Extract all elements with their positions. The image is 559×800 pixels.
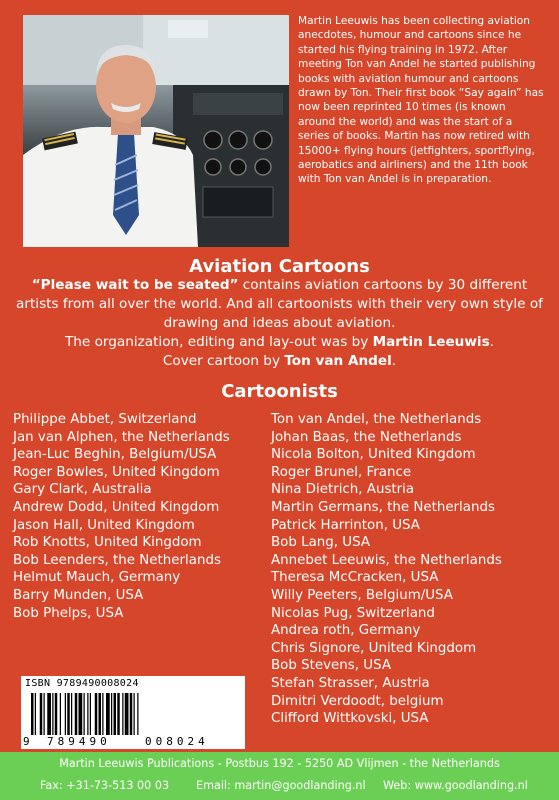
- editor-name: Martin Leeuwis: [372, 334, 490, 350]
- cartoonist-item: Roger Bowles, United Kingdom: [13, 464, 220, 480]
- cartoonist-list-left: [13, 411, 230, 622]
- cover-credit-prefix: Cover cartoon by: [162, 353, 285, 369]
- description-paragraph: [10, 276, 549, 333]
- barcode-bar: [117, 693, 120, 735]
- barcode-bar: [122, 693, 123, 735]
- cartoonist-item: Nicolas Pug, Switzerland: [271, 605, 435, 621]
- barcode-bar: [95, 693, 98, 735]
- barcode-bar: [130, 693, 133, 735]
- cartoonist-item: Bob Phelps, USA: [13, 605, 124, 621]
- barcode-bar: [102, 693, 103, 735]
- cartoonist-item: Gary Clark, Australia: [13, 482, 152, 498]
- cartoonist-item: Martin Germans, the Netherlands: [271, 499, 495, 515]
- barcode-bar: [52, 693, 53, 735]
- barcode-bar: [87, 693, 88, 735]
- isbn-label: ISBN 9789490008024: [25, 678, 139, 689]
- section-title-cartoonists: Cartoonists: [221, 381, 338, 402]
- footer: [0, 752, 559, 800]
- cartoonist-item: Jason Hall, United Kingdom: [13, 517, 195, 533]
- cover-artist-name: Ton van Andel: [284, 353, 392, 369]
- ean-digits-group-1: 789490: [47, 735, 111, 748]
- cartoonist-item: Andrea roth, Germany: [271, 623, 421, 639]
- cartoonist-item: Helmut Mauch, Germany: [13, 570, 181, 586]
- cartoonist-item: Jan van Alphen, the Netherlands: [13, 429, 230, 445]
- description-text: contains aviation cartoons by 30 different artists from all over the world. And all cartoonists with their very own style of drawing and ideas about aviation.: [16, 277, 543, 331]
- cover-credit: [10, 352, 549, 371]
- cartoonist-item: Nina Dietrich, Austria: [271, 482, 415, 498]
- barcode-bar: [35, 693, 36, 735]
- cartoonist-item: Andrew Dodd, United Kingdom: [13, 499, 220, 515]
- barcode-bar: [55, 693, 58, 735]
- cartoonist-item: Rob Knotts, United Kingdom: [13, 535, 202, 551]
- section-title-aviation-cartoons: Aviation Cartoons: [189, 256, 370, 277]
- cartoonist-item: Chris Signore, United Kingdom: [271, 640, 477, 656]
- email-address[interactable]: Email: martin@goodlanding.nl: [196, 779, 366, 792]
- barcode-bar: [75, 693, 78, 735]
- cartoonist-item: Bob Leenders, the Netherlands: [13, 552, 221, 568]
- barcode-bar: [111, 693, 112, 735]
- cartoonist-item: Willy Peeters, Belgium/USA: [271, 587, 453, 603]
- barcode-bar: [47, 693, 51, 735]
- barcode-bar: [71, 693, 72, 735]
- cartoonist-item: Barry Munden, USA: [13, 587, 144, 603]
- barcode-bar: [67, 693, 70, 735]
- ean-digits-group-2: 008024: [145, 735, 209, 748]
- cartoonist-item: Ton van Andel, the Netherlands: [271, 412, 482, 427]
- cartoonist-item: Nicola Bolton, United Kingdom: [271, 447, 476, 463]
- barcode-bars: [31, 693, 237, 735]
- barcode-bar: [65, 693, 66, 735]
- barcode-bar: [137, 693, 138, 735]
- barcode-bar: [114, 693, 117, 735]
- barcode-bar: [79, 693, 83, 735]
- barcode-bar: [106, 693, 110, 735]
- barcode-bar: [84, 693, 85, 735]
- fax-number: Fax: +31-73-513 00 03: [40, 779, 170, 792]
- editor-credit-prefix: The organization, editing and lay-out was by: [65, 334, 373, 350]
- barcode-bar: [40, 693, 43, 735]
- cover-credit-end: .: [391, 353, 397, 369]
- barcode-bar: [90, 693, 91, 735]
- cartoonist-item: Bob Lang, USA: [271, 535, 371, 551]
- cartoonist-item: Stefan Strasser, Austria: [271, 675, 430, 691]
- barcode-bar: [99, 693, 102, 735]
- author-photo: [23, 15, 289, 247]
- cartoonist-item: Clifford Wittkovski, USA: [271, 711, 429, 727]
- author-bio: Martin Leeuwis has been collecting aviation anecdotes, humour and cartoons since he started his flying training in 1972. After meeting Ton van Andel he started publishing books with aviation humour and cartoons drawn by Ton. Their first book “Say again” has now been reprinted 10 times (is known around the world) and was the start of a series of books. Martin has now retired with 15000+ flying hours (jetfighters, sportflying, aerobatics and airliners) and the 11th book with Ton van Andel is in preparation.: [298, 15, 544, 186]
- barcode-bar: [134, 693, 135, 735]
- cartoonist-item: Jean-Luc Beghin, Belgium/USA: [13, 447, 217, 463]
- cartoonist-list-right: [271, 411, 502, 728]
- book-description: [10, 276, 549, 371]
- cartoonist-item: Bob Stevens, USA: [271, 658, 391, 674]
- cartoonist-item: Philippe Abbet, Switzerland: [13, 412, 197, 427]
- ean-digit-first: 9: [23, 735, 30, 748]
- cartoonist-item: Annebet Leeuwis, the Netherlands: [271, 552, 502, 568]
- cartoonist-item: Johan Baas, the Netherlands: [271, 429, 462, 445]
- editor-credit-end: .: [489, 334, 494, 350]
- editor-credit: [10, 333, 549, 352]
- cartoonist-item: Theresa McCracken, USA: [271, 570, 439, 586]
- barcode-bar: [31, 693, 34, 735]
- cartoonist-item: Dimitri Verdoodt, belgium: [271, 693, 444, 709]
- cartoonist-item: Patrick Harrinton, USA: [271, 517, 420, 533]
- barcode-bar: [125, 693, 129, 735]
- cockpit-portrait-illustration: [23, 15, 289, 247]
- barcode-bar: [44, 693, 45, 735]
- isbn-barcode: [21, 676, 245, 749]
- website-link[interactable]: Web: www.goodlanding.nl: [383, 779, 528, 792]
- barcode-bar: [60, 693, 61, 735]
- cartoonist-item: Roger Brunel, France: [271, 464, 412, 480]
- book-title-quote: “Please wait to be seated”: [31, 277, 239, 293]
- publisher-address: Martin Leeuwis Publications - Postbus 192 - 5250 AD Vlijmen - the Netherlands: [59, 757, 500, 770]
